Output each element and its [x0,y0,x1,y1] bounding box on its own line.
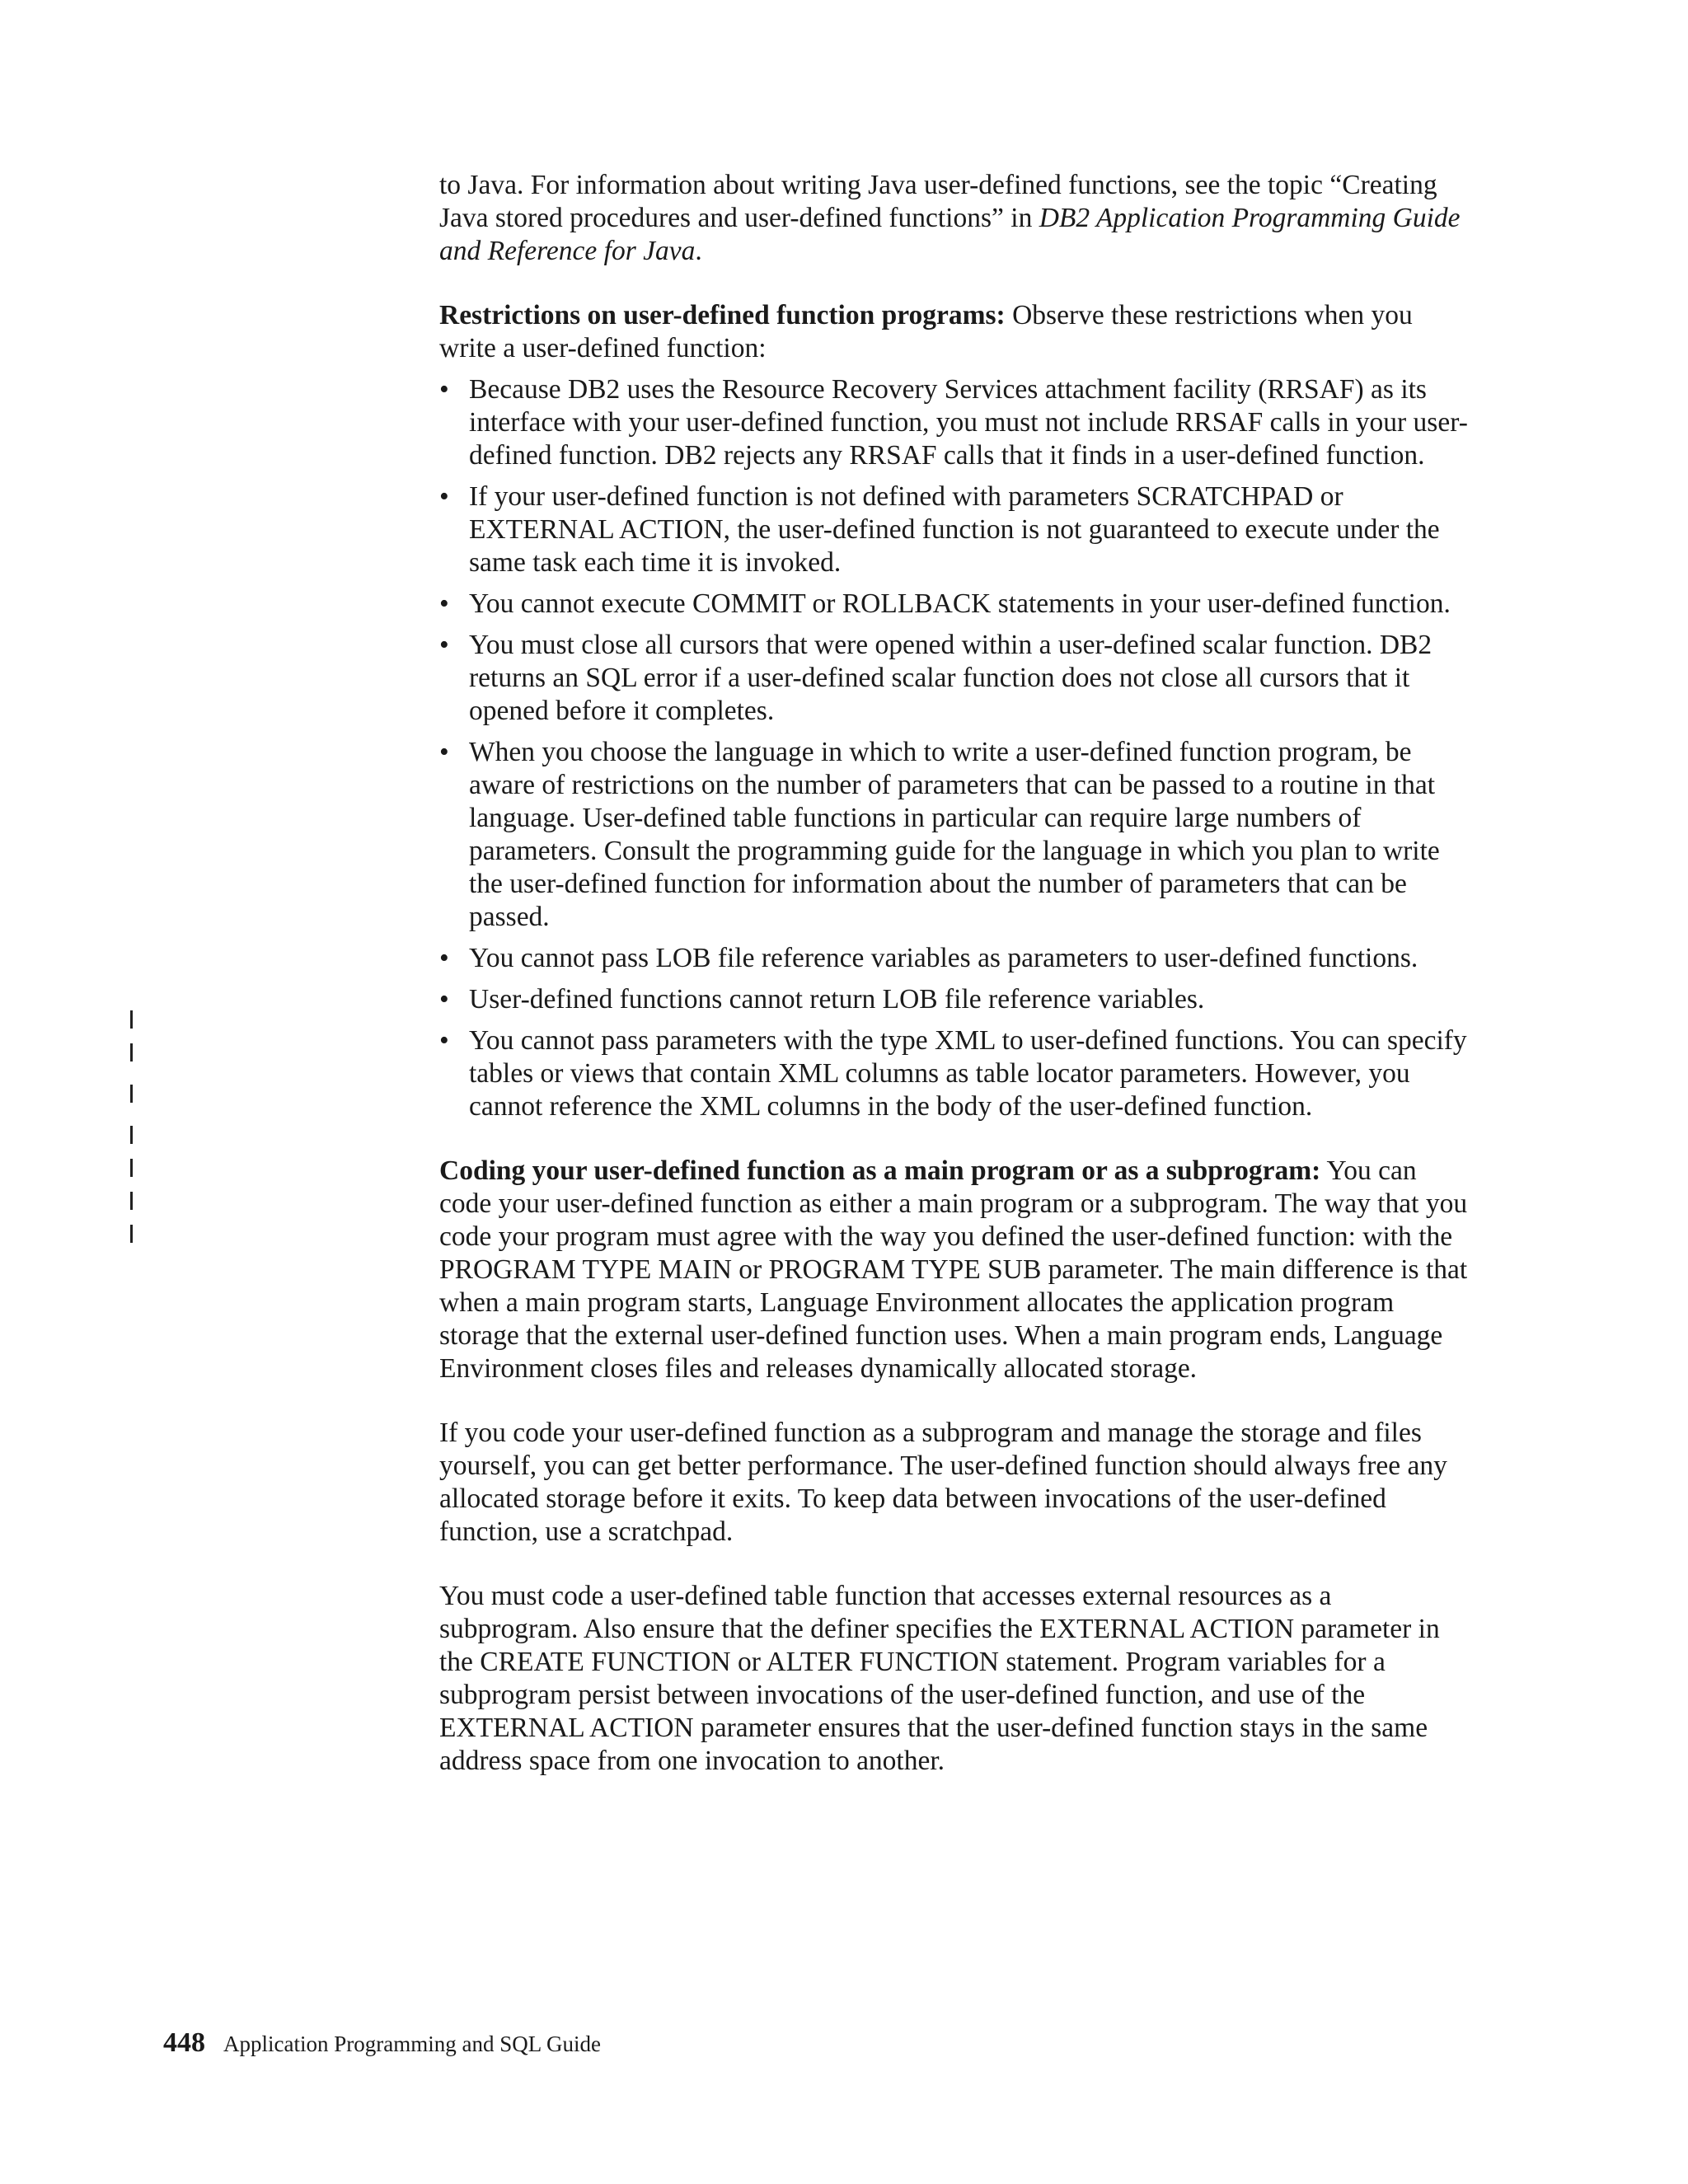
bullet-glyph: • [439,1025,449,1056]
coding-text: You can code your user-defined function as either a main program or a subprogram. The way that you code your program must agree with the way you defined the user-defined function: with the PROGRAM TYPE MAIN or PROGRAM TYPE SUB parameter. The main difference is that when a main program starts, Language Environment allocates the application program storage that the external user-defined function uses. When a main program ends, Language Environment closes files and releases dynamically allocated storage. [439,1155,1468,1384]
list-item [439,588,1470,621]
list-item [439,480,1470,579]
bullet-glyph: • [439,588,449,619]
book-reference: DB2 Application Programming Guide and Reference for Java [439,203,1461,266]
list-item-text: If your user-defined function is not defined with parameters SCRATCHPAD or EXTERNAL ACTION, the user-defined function is not guaranteed to execute under the same task each time it is invoked. [469,481,1440,578]
bullet-glyph: • [439,943,449,973]
restrictions-paragraph [439,299,1470,365]
list-item-text: Because DB2 uses the Resource Recovery Services attachment facility (RRSAF) as its interface with your user-defined function, you must not include RRSAF calls in your user-defined function. DB2 rejects any RRSAF calls that it finds in a user-defined function. [469,374,1468,471]
restrictions-list [439,373,1470,1123]
list-item-text: When you choose the language in which to write a user-defined function program, be aware of restrictions on the number of parameters that can be passed to a routine in that language. User-defined table functions in particular can require large numbers of parameters. Consult the programming guide for the language in which you plan to write the user-defined function for information about the number of parameters that can be passed. [469,737,1440,932]
restrictions-text: Observe these restrictions when you write a user-defined function: [439,300,1413,363]
revision-bar [130,1192,133,1210]
coding-heading: Coding your user-defined function as a main program or as a subprogram: [439,1155,1321,1186]
book-title: Application Programming and SQL Guide [223,2032,601,2056]
revision-bar [130,1010,133,1029]
intro-text: to Java. For information about writing Java user-defined functions, see the topic “Creating Java stored procedures and user-defined functions” in [439,170,1437,233]
restrictions-heading: Restrictions on user-defined function programs: [439,300,1006,330]
subprogram-paragraph: If you code your user-defined function as a subprogram and manage the storage and files yourself, you can get better performance. The user-defined function should always free any allocated storage before it exits. To keep data between invocations of the user-defined function, use a scratchpad. [439,1418,1447,1547]
bullet-glyph: • [439,374,449,405]
list-item [439,736,1470,934]
list-item-text: You cannot pass LOB file reference variables as parameters to user-defined functions. [469,943,1418,973]
list-item [439,373,1470,472]
intro-paragraph [439,169,1470,268]
page-number: 448 [163,2027,205,2058]
revision-bar [130,1225,133,1243]
page-content [439,169,1470,1809]
revision-bar [130,1043,133,1062]
revision-bar [130,1159,133,1177]
list-item-text: User-defined functions cannot return LOB file reference variables. [469,984,1205,1015]
bullet-glyph: • [439,481,449,512]
revision-bar [130,1085,133,1103]
list-item-text: You cannot execute COMMIT or ROLLBACK statements in your user-defined function. [469,588,1451,619]
intro-text-end: . [695,236,702,266]
list-item-text: You must close all cursors that were opened within a user-defined scalar function. DB2 returns an SQL error if a user-defined scalar function does not close all cursors that it opened before it completes. [469,630,1432,726]
table-function-paragraph: You must code a user-defined table function that accesses external resources as a subprogram. Also ensure that the definer specifies the EXTERNAL ACTION parameter in the CREATE FUNCTION or ALTER FUNCTION statement. Program variables for a subprogram persist between invocations of the user-defined function, and use of the EXTERNAL ACTION parameter ensures that the user-defined function stays in the same address space from one invocation to another. [439,1581,1440,1776]
bullet-glyph: • [439,630,449,660]
coding-paragraph [439,1155,1470,1385]
list-item [439,629,1470,728]
revision-bar [130,1126,133,1144]
list-item [439,942,1470,975]
bullet-glyph: • [439,737,449,767]
list-item-text: You cannot pass parameters with the type XML to user-defined functions. You can specify tables or views that contain XML columns as table locator parameters. However, you cannot reference the XML columns in the body of the user-defined function. [469,1025,1467,1122]
bullet-glyph: • [439,984,449,1015]
page-footer [163,2027,601,2059]
list-item [439,1024,1470,1123]
list-item [439,983,1470,1016]
